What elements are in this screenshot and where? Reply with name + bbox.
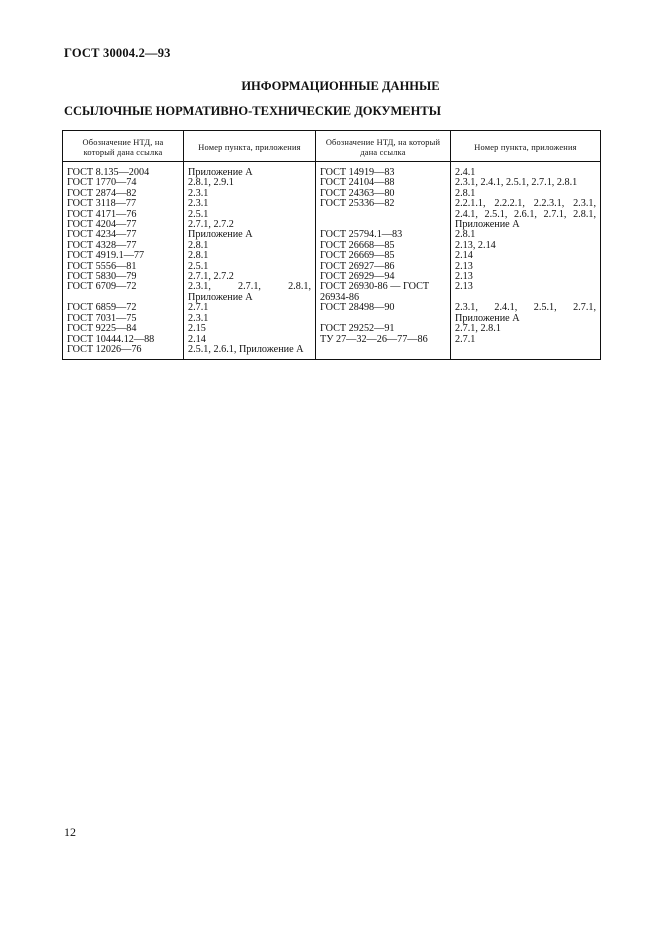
- clause-cell: 2.4.1: [451, 162, 601, 179]
- ntd-cell: ГОСТ 25794.1—83: [316, 230, 451, 240]
- table-row: [63, 303, 601, 313]
- ntd-cell: ГОСТ 24104—88: [316, 178, 451, 188]
- clause-cell: 2.13: [451, 262, 601, 272]
- column-header-ntd-right: Обозначение НТД, на который дана ссылка: [316, 131, 451, 162]
- column-header-clause-right: Номер пункта, приложения: [451, 131, 601, 162]
- ntd-cell: ГОСТ 26669—85: [316, 251, 451, 261]
- clause-cell: 2.5.1: [184, 262, 316, 272]
- references-table: [62, 130, 601, 360]
- ntd-cell: ГОСТ 2874—82: [67, 187, 137, 199]
- table-row: [63, 345, 601, 360]
- clause-cell: 2.13, 2.14: [451, 241, 601, 251]
- ntd-cell: ГОСТ 12026—76: [67, 343, 142, 355]
- ntd-cell: ГОСТ 5556—81: [67, 260, 137, 272]
- clause-cell: Приложение А: [184, 230, 316, 240]
- ntd-cell: ГОСТ 28498—90: [316, 303, 451, 313]
- clause-cell: 2.5.1: [184, 210, 316, 220]
- clause-cell: 2.13: [451, 282, 601, 303]
- table-row: [63, 324, 601, 334]
- clause-cell: 2.3.1, 2.4.1, 2.5.1, 2.7.1, 2.8.1: [451, 178, 601, 188]
- ntd-cell: ГОСТ 24363—80: [316, 189, 451, 199]
- page-number: 12: [64, 825, 76, 839]
- ntd-cell: ГОСТ 6859—72: [67, 302, 137, 314]
- column-header-clause-left: Номер пункта, приложения: [184, 131, 316, 162]
- ntd-cell: ТУ 27—32—26—77—86: [316, 335, 451, 345]
- clause-cell: 2.15: [184, 324, 316, 334]
- table-row: [63, 162, 601, 179]
- clause-cell: 2.14: [184, 335, 316, 345]
- ntd-cell: ГОСТ 4234—77: [67, 229, 137, 241]
- clause-cell: 2.14: [451, 251, 601, 261]
- clause-cell: 2.7.1, 2.8.1: [451, 324, 601, 334]
- document-code: ГОСТ 30004.2—93: [64, 46, 171, 60]
- clause-cell: 2.13: [451, 272, 601, 282]
- clause-cell: 2.8.1: [451, 189, 601, 199]
- clause-cell: 2.3.1: [184, 189, 316, 199]
- clause-cell: 2.3.1: [184, 314, 316, 324]
- ntd-cell: [316, 210, 451, 220]
- table-header-row: [63, 131, 601, 162]
- ntd-cell: [316, 345, 451, 360]
- clause-cell: 2.8.1, 2.9.1: [184, 178, 316, 188]
- clause-cell: 2.7.1, 2.7.2: [184, 272, 316, 282]
- ntd-cell: ГОСТ 26929—94: [316, 272, 451, 282]
- table-row: [63, 335, 601, 345]
- clause-cell: 2.8.1: [184, 241, 316, 251]
- ntd-cell: ГОСТ 9225—84: [67, 323, 137, 335]
- ntd-cell: ГОСТ 8.135—2004: [67, 167, 150, 178]
- ntd-cell: ГОСТ 14919—83: [316, 162, 451, 179]
- section-subtitle: ССЫЛОЧНЫЕ НОРМАТИВНО-ТЕХНИЧЕСКИЕ ДОКУМЕНТЫ: [64, 104, 441, 118]
- ntd-cell: ГОСТ 3118—77: [67, 198, 137, 210]
- ntd-cell: ГОСТ 26930-86 — ГОСТ 26934-86: [316, 282, 451, 303]
- clause-cell: 2.8.1: [451, 230, 601, 240]
- clause-cell: 2.7.1: [451, 335, 601, 345]
- ntd-cell: ГОСТ 29252—91: [316, 324, 451, 334]
- ntd-cell: ГОСТ 4919.1—77: [67, 250, 145, 262]
- ntd-cell: ГОСТ 5830—79: [67, 271, 137, 283]
- ntd-cell: ГОСТ 7031—75: [67, 312, 137, 324]
- clause-cell: 2.2.1.1, 2.2.2.1, 2.2.3.1, 2.3.1, 2.4.1, 2.5.1, 2.6.1, 2.7.1, 2.8.1, Приложение А: [451, 199, 601, 230]
- section-title: [0, 79, 661, 94]
- column-header-ntd-left: Обозначение НТД, на который дана ссылка: [63, 131, 184, 162]
- clause-cell: 2.3.1: [184, 199, 316, 209]
- ntd-cell: ГОСТ 10444.12—88: [67, 333, 155, 345]
- clause-cell: 2.3.1, 2.4.1, 2.5.1, 2.7.1, Приложение А: [451, 303, 601, 324]
- clause-cell: 2.5.1, 2.6.1, Приложение А: [184, 345, 316, 360]
- ntd-cell: ГОСТ 1770—74: [67, 177, 137, 189]
- clause-cell: 2.7.1, 2.7.2: [184, 220, 316, 230]
- ntd-cell: ГОСТ 26927—86: [316, 262, 451, 272]
- ntd-cell: ГОСТ 4328—77: [67, 239, 137, 251]
- table-row: [63, 199, 601, 209]
- ntd-cell: ГОСТ 26668—85: [316, 241, 451, 251]
- clause-cell: [451, 345, 601, 360]
- section-title-text: ИНФОРМАЦИОННЫЕ ДАННЫЕ: [241, 79, 440, 93]
- ntd-cell: ГОСТ 4204—77: [67, 219, 137, 231]
- ntd-cell: ГОСТ 4171—76: [67, 208, 137, 220]
- clause-cell: 2.3.1, 2.7.1, 2.8.1, Приложение А: [184, 282, 316, 303]
- table-row: [63, 282, 601, 303]
- clause-cell: 2.7.1: [184, 303, 316, 313]
- ntd-cell: ГОСТ 6709—72: [67, 281, 137, 293]
- ntd-cell: ГОСТ 25336—82: [316, 199, 451, 209]
- clause-cell: Приложение А: [184, 162, 316, 179]
- clause-cell: 2.8.1: [184, 251, 316, 261]
